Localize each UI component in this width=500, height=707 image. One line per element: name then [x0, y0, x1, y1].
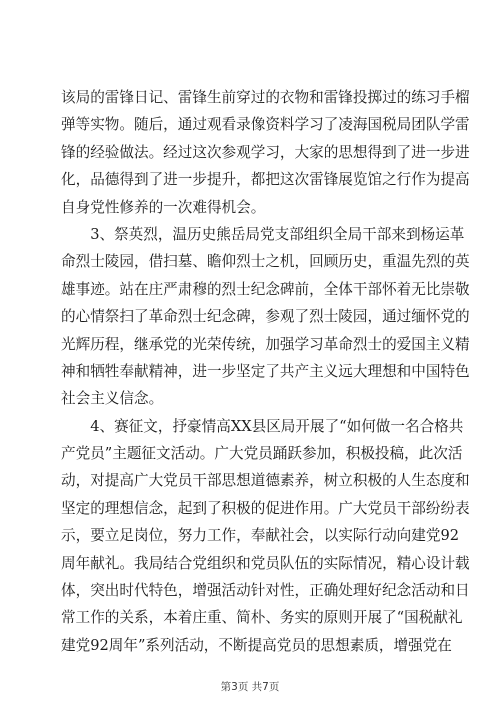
page-number-footer: 第3页 共7页 — [220, 681, 280, 693]
text-line: 光辉历程，继承党的光荣传统，加强学习革命烈士的爱国主义精 — [61, 335, 470, 353]
text-line: 神和牺牲奉献精神，进一步坚定了共产主义远大理想和中国特色 — [61, 362, 470, 380]
text-line: 坚定的理想信念，起到了积极的促进作用。广大党员干部纷纷表 — [61, 499, 470, 517]
text-line: 常工作的关系，本着庄重、简朴、务实的原则开展了“国税献礼 — [61, 609, 463, 627]
text-line: 该局的雷锋日记、雷锋生前穿过的衣物和雷锋投掷过的练习手榴 — [61, 89, 470, 106]
text-line: 4、赛征文，抒豪情高XX县区局开展了“如何做一名合格共 — [61, 417, 464, 435]
text-line: 雄事迹。站在庄严肃穆的烈士纪念碑前，全体干部怀着无比崇敬 — [61, 280, 470, 298]
paragraph-end-line: 自身党性修养的一次难得机会。 — [61, 198, 266, 216]
text-line: 周年献礼。我局结合党组织和党员队伍的实际情况，精心设计载 — [61, 554, 470, 572]
text-line: 弹等实物。随后，通过观看录像资料学习了凌海国税局团队学雷 — [61, 116, 470, 134]
text-line: 建党92周年”系列活动，不断提高党员的思想素质，增强党在 — [61, 636, 452, 654]
text-line: 锋的经验做法。经过这次参观学习，大家的思想得到了进一步进 — [61, 143, 470, 161]
text-line: 命烈士陵园，借扫墓、瞻仰烈士之机，回顾历史，重温先烈的英 — [61, 253, 470, 271]
text-line: 示，要立足岗位，努力工作，奉献社会，以实际行动向建党92 — [61, 527, 460, 545]
text-line: 化，品德得到了进一步提升，都把这次雷锋展览馆之行作为提高 — [61, 171, 470, 189]
paragraph-end-line: 社会主义信念。 — [61, 390, 164, 408]
text-line: 的心情祭扫了革命烈士纪念碑，参观了烈士陵园，通过缅怀党的 — [61, 308, 470, 326]
text-line: 体，突出时代特色，增强活动针对性，正确处理好纪念活动和日 — [61, 582, 470, 600]
document-body — [61, 84, 470, 659]
text-line: 产党员”主题征文活动。广大党员踊跃参加，积极投稿，此次活 — [61, 445, 463, 463]
text-line: 动，对提高广大党员干部思想道德素养，树立积极的人生态度和 — [61, 472, 470, 490]
text-line: 3、祭英烈，温历史熊岳局党支部组织全局干部来到杨运革 — [61, 225, 465, 243]
